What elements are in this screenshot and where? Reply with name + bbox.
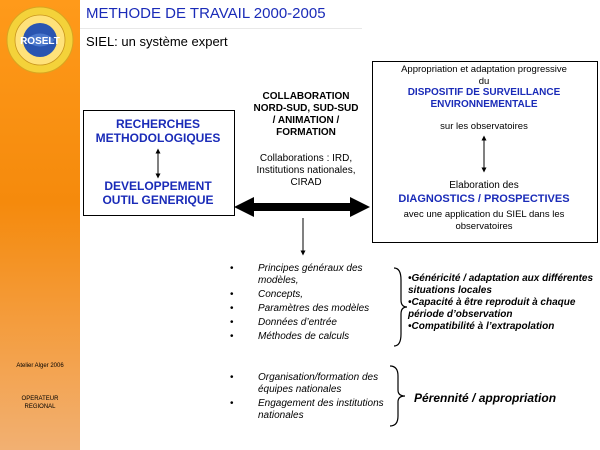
brace-2 [390, 366, 405, 426]
property-item: •Capacité à être reproduit à chaque période d’observation [408, 297, 576, 320]
collab-title-line4: FORMATION [276, 127, 336, 138]
collab-list-line2: Institutions nationales, [256, 165, 356, 176]
page-subtitle: SIEL: un système expert [86, 34, 228, 49]
development-line2: OUTIL GENERIQUE [102, 193, 214, 207]
list-item: • Méthodes de calculs [230, 331, 392, 343]
list-item: • Principes généraux des modèles, [230, 263, 392, 287]
property-item: •Compatibilité à l’extrapolation [408, 321, 555, 332]
diagnostics-heading: DIAGNOSTICS / PROSPECTIVES [398, 193, 570, 205]
elaboration-text: Elaboration des [449, 180, 519, 191]
research-line2: METHODOLOGIQUES [95, 131, 221, 145]
collab-title-line1: COLLABORATION [262, 91, 350, 102]
perennite-label: Pérennité / appropriation [414, 391, 557, 405]
development-line1: DEVELOPPEMENT [104, 179, 212, 193]
collab-title-line2: NORD-SUD, SUD-SUD [253, 103, 359, 114]
brace-1 [394, 268, 407, 346]
collab-title-line3: / ANIMATION / [272, 115, 340, 126]
list-item: • Organisation/formation des équipes nationales [230, 372, 392, 396]
dispositif-line2: ENVIRONNEMENTALE [430, 99, 538, 110]
list-item: • Paramètres des modèles [230, 303, 392, 315]
list-item: • Concepts, [230, 289, 392, 301]
operator-line1: OPERATEUR [21, 396, 59, 402]
page-title: METHODE DE TRAVAIL 2000-2005 [86, 5, 326, 22]
observatoires-text: sur les observatoires [440, 121, 528, 132]
appropriation-line1: Appropriation et adaptation progressive [401, 64, 567, 75]
horizontal-double-arrow [234, 197, 370, 217]
list-item: • Engagement des institutions nationales [230, 398, 392, 422]
research-line1: RECHERCHES [115, 117, 200, 131]
list-item: • Données d’entrée [230, 317, 392, 329]
logo-text: ROSELT [20, 36, 60, 47]
application-line2: observatoires [455, 221, 513, 232]
collab-list-line1: Collaborations : IRD, [259, 153, 353, 164]
appropriation-line2: du [478, 76, 490, 87]
property-item: •Généricité / adaptation aux différentes situations locales [408, 273, 594, 296]
application-line1: avec une application du SIEL dans les [403, 209, 565, 220]
collab-list-line3: CIRAD [290, 177, 322, 188]
workshop-label: Atelier Alger 2006 [16, 363, 64, 369]
dispositif-line1: DISPOSITIF DE SURVEILLANCE [407, 87, 561, 98]
operator-line2: REGIONAL [24, 404, 56, 410]
